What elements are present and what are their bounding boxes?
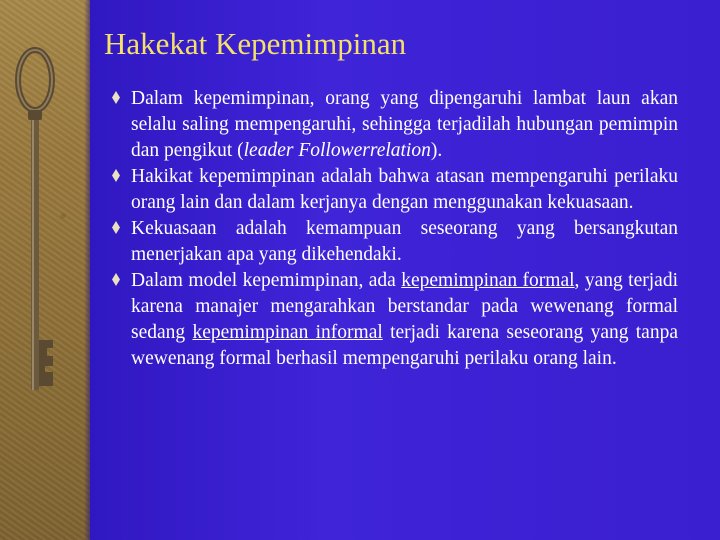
bullet-item bbox=[112, 268, 678, 372]
bullet-list bbox=[112, 86, 678, 372]
bullet-item bbox=[112, 164, 678, 216]
bullet-item bbox=[112, 86, 678, 164]
bullet-text-end: ). bbox=[430, 140, 443, 161]
antique-key-icon bbox=[10, 40, 60, 420]
bullet-term: leader Followerrelation bbox=[243, 140, 431, 161]
diamond-bullet-icon bbox=[112, 91, 120, 104]
underlined-space bbox=[308, 322, 315, 343]
formal-leadership-term: kepemimpinan formal bbox=[401, 270, 575, 291]
bullet-text: Kekuasaan adalah kemampuan seseorang yang bersangkutan menerjakan apa yang dikehendaki. bbox=[131, 218, 678, 265]
bullet-text: Dalam model kepemimpinan, ada bbox=[131, 270, 402, 291]
bullet-text: Dalam kepemimpinan, orang yang dipengaruhi lambat laun akan selalu saling mempengaruhi, sehingga terjadilah hubungan pemimpin dan pengikut ( bbox=[131, 88, 678, 161]
bullet-text-middle: , yang terjadi karena manajer mengarahkan berstandar pada wewenang formal sedang bbox=[131, 270, 678, 343]
diamond-bullet-icon bbox=[112, 221, 120, 234]
informal-leadership-term-part1: kepemimpinan bbox=[192, 322, 309, 343]
bullet-item bbox=[112, 216, 678, 268]
diamond-bullet-icon bbox=[112, 273, 120, 286]
bullet-text-end: terjadi karena seseorang yang tanpa wewenang formal berhasil mempengaruhi perilaku orang lain. bbox=[131, 322, 678, 369]
bullet-text: Hakikat kepemimpinan adalah bahwa atasan mempengaruhi perilaku orang lain dan dalam kerjanya dengan menggunakan kekuasaan. bbox=[131, 166, 678, 213]
diamond-bullet-icon bbox=[112, 169, 120, 182]
slide-title: Hakekat Kepemimpinan bbox=[104, 26, 407, 61]
key-photo-strip bbox=[0, 0, 90, 540]
informal-leadership-term-part2: informal bbox=[315, 322, 383, 343]
